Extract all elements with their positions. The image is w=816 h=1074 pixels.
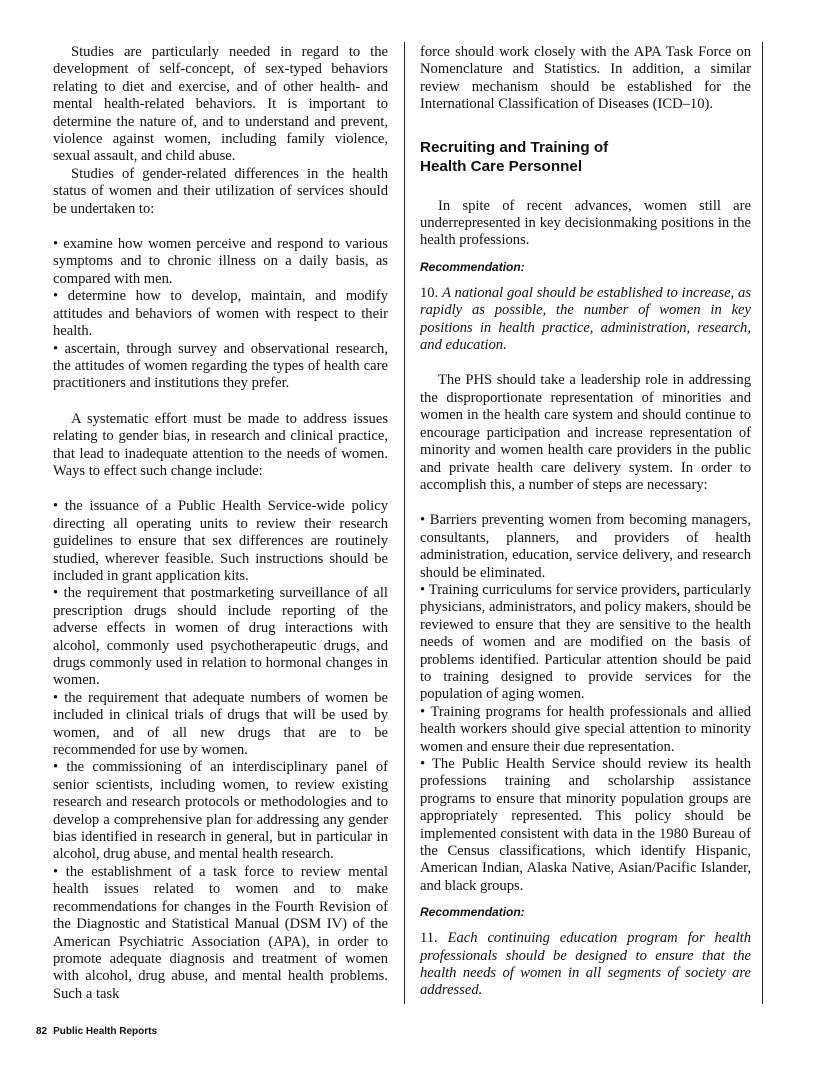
recommendation-number: 11.	[420, 930, 438, 947]
section-heading	[420, 138, 751, 176]
paragraph: The PHS should take a leadership role in addressing the disproportionate representation of minorities and women in the health care system and should continue to encourage participation and increase representation of minority and women health care providers in the public and private health care delivery system. In order to accomplish this, a number of steps are necessary:	[420, 372, 751, 493]
journal-title: Public Health Reports	[53, 1026, 158, 1037]
recommendation-text	[420, 930, 751, 1000]
recommendation-label: Recommendation:	[420, 259, 525, 274]
recommendation-text	[420, 285, 751, 355]
recommendation-body: Each continuing education program for health professionals should be designed to ensure that the health needs of women in all segments of society are addressed.	[420, 930, 751, 999]
recommendation-body: A national goal should be established to increase, as rapidly as possible, the number of women in key positions in health practice, administration, research, and education.	[420, 284, 751, 354]
paragraph: A systematic effort must be made to address issues relating to gender bias, in research and clinical practice, that lead to inadequate attention to the needs of women. Ways to effect such change include:	[53, 410, 388, 479]
page-number: 82	[36, 1026, 48, 1037]
left-column	[53, 44, 388, 1003]
paragraph: force should work closely with the APA Task Force on Nomenclature and Statistics. In addition, a similar review mechanism should be established for the International Classification of Diseases (ICD–10).	[420, 44, 751, 113]
page-footer	[36, 1026, 163, 1037]
paragraph: Studies are particularly needed in regard to the development of self-concept, of sex-typed behaviors relating to diet and exercise, and of other health- and mental health-related behaviors. It is important to determine the nature of, and to understand and prevent, violence against women, including family violence, sexual assault, and child abuse.	[53, 44, 388, 165]
bullet-item: • Training curriculums for service providers, particularly physicians, administrators, and policy makers, should be reviewed to ensure that they are sensitive to the health needs of women and are modified on the basis of problems identified. Particular attention should be paid to training designed to provide services for the population of aging women.	[420, 582, 751, 704]
bullet-item: • Barriers preventing women from becoming managers, consultants, planners, and providers of health administration, education, service delivery, and research should be eliminated.	[420, 512, 751, 582]
right-column	[420, 44, 751, 1000]
bullet-item: • Training programs for health professionals and allied health workers should give special attention to minority women and ensure their due representation.	[420, 704, 751, 756]
bullet-item: • determine how to develop, maintain, and modify attitudes and behaviors of women with respect to their health.	[53, 288, 388, 340]
bullet-item: • the requirement that adequate numbers of women be included in clinical trials of drugs that will be used by women, and of all new drugs that are to be recommended for use by women.	[53, 690, 388, 760]
bullet-item: • The Public Health Service should review its health professions training and scholarship assistance programs to ensure that minority population groups are appropriately represented. This policy should be implemented consistent with data in the 1980 Bureau of the Census classifications, which identify Hispanic, American Indian, Alaska Native, Asian/Pacific Islander, and black groups.	[420, 756, 751, 895]
bullet-item: • the requirement that postmarketing surveillance of all prescription drugs should include reporting of the adverse effects in women of drug interactions with alcohol, commonly used psychotherapeutic drugs, and drugs commonly used in relation to hormonal changes in women.	[53, 585, 388, 689]
heading-line: Recruiting and Training of	[420, 138, 609, 156]
bullet-item: • the commissioning of an interdisciplinary panel of senior scientists, including women, to review existing research and research protocols or methodologies and to develop a comprehensive plan for addressing any gender bias identified in research in general, but in particular in alcohol, drug abuse, and mental health research.	[53, 759, 388, 863]
bullet-item: • ascertain, through survey and observational research, the attitudes of women regarding the types of health care practitioners and institutions they prefer.	[53, 341, 388, 393]
right-margin-rule	[762, 42, 763, 1004]
bullet-item: • the issuance of a Public Health Service-wide policy directing all operating units to review their research guidelines to ensure that sex differences are routinely studied, wherever feasible. Such instructions should be included in grant application kits.	[53, 498, 388, 585]
bullet-item: • the establishment of a task force to review mental health issues related to women and to make recommendations for changes in the Fourth Revision of the Diagnostic and Statistical Manual (DSM IV) of the American Psychiatric Association (APA), in order to promote adequate diagnosis and treatment of women with alcohol, drug abuse, and mental health problems. Such a task	[53, 864, 388, 1003]
bullet-item: • examine how women perceive and respond to various symptoms and to chronic illness on a daily basis, as compared with men.	[53, 236, 388, 288]
recommendation-label: Recommendation:	[420, 905, 525, 920]
paragraph: Studies of gender-related differences in the health status of women and their utilization of services should be undertaken to:	[53, 165, 388, 217]
column-divider	[404, 42, 405, 1004]
paragraph: In spite of recent advances, women still are underrepresented in key decisionmaking positions in the health professions.	[420, 197, 751, 249]
recommendation-number: 10.	[420, 284, 439, 301]
heading-line: Health Care Personnel	[420, 157, 583, 175]
